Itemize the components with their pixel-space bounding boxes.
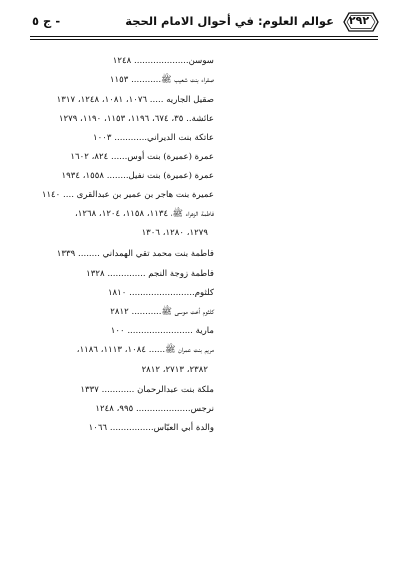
index-entry: نرجس.................... ٩٩٥، ١٢٤٨ [95,404,214,414]
index-entry: عمرة (عميرة) بنت نفيل........ ١٥٥٨، ١٩٣٤ [61,171,214,181]
index-entry: عمرة (عميرة) بنت أوس...... ٨٢٤، ١٦٠٢ [70,152,214,162]
index-entry-continuation: ٢٣٨٢، ٢٧١٣، ٢٨١٢ [141,365,208,375]
index-entry-continuation: ١٢٧٩، ١٢٨٠، ١٣٠٦ [141,228,208,238]
index-entry: فاطمة زوجة النجم .............. ١٣٢٨ [86,269,214,279]
index-entry: فاطمة بنت محمد تقي الهمداني ........ ١٣٣٩ [56,249,214,259]
index-entry: كلثوم........................ ١٨١٠ [107,288,214,298]
index-entry: والدة أبي العبّاس................ ١٠٦٦ [88,423,214,433]
running-title: عوالم العلوم: في أحوال الامام الحجة [125,14,334,28]
index-entry: عائشة.. ٣٥، ٦٧٤، ١١٩٦، ١١٥٣، ١١٩٠، ١٢٧٩ [58,114,214,124]
index-entry: مارية ........................ ١٠٠ [110,326,214,336]
index-entry: سوسن.................... ١٢٤٨ [112,56,214,66]
page-number: ٢٩٢ [348,14,370,27]
index-entry: مريم بنت عمران ﷺ...... ١٠٨٤، ١١١٣، ١١٨٦، [76,345,214,355]
index-entry: صقيل الجاريه ..... ١٠٧٦، ١٠٨١، ١٢٤٨، ١٣١٧ [56,95,214,105]
index-entry: فاطمة الزهراء ﷺ، ١١٣٤، ١١٥٨، ١٢٠٤، ١٢٦٨، [74,209,214,219]
index-entry: ملكة بنت عبدالرحمان ............ ١٣٣٧ [80,385,214,395]
index-entry: عاتكة بنت الديراني............ ١٠٠٣ [93,133,214,143]
index-entry: صفراء بنت شعيب ﷺ........... ١١٥٣ [109,75,214,85]
volume-label: - ج ٥ [32,14,61,28]
index-entry: عميرة بنت هاجر بن عمير بن عبدالقرى .... ١١٤٠ [41,190,214,200]
index-entry: كلثوم أخت موسى ﷺ........... ٢٨١٢ [110,307,214,317]
